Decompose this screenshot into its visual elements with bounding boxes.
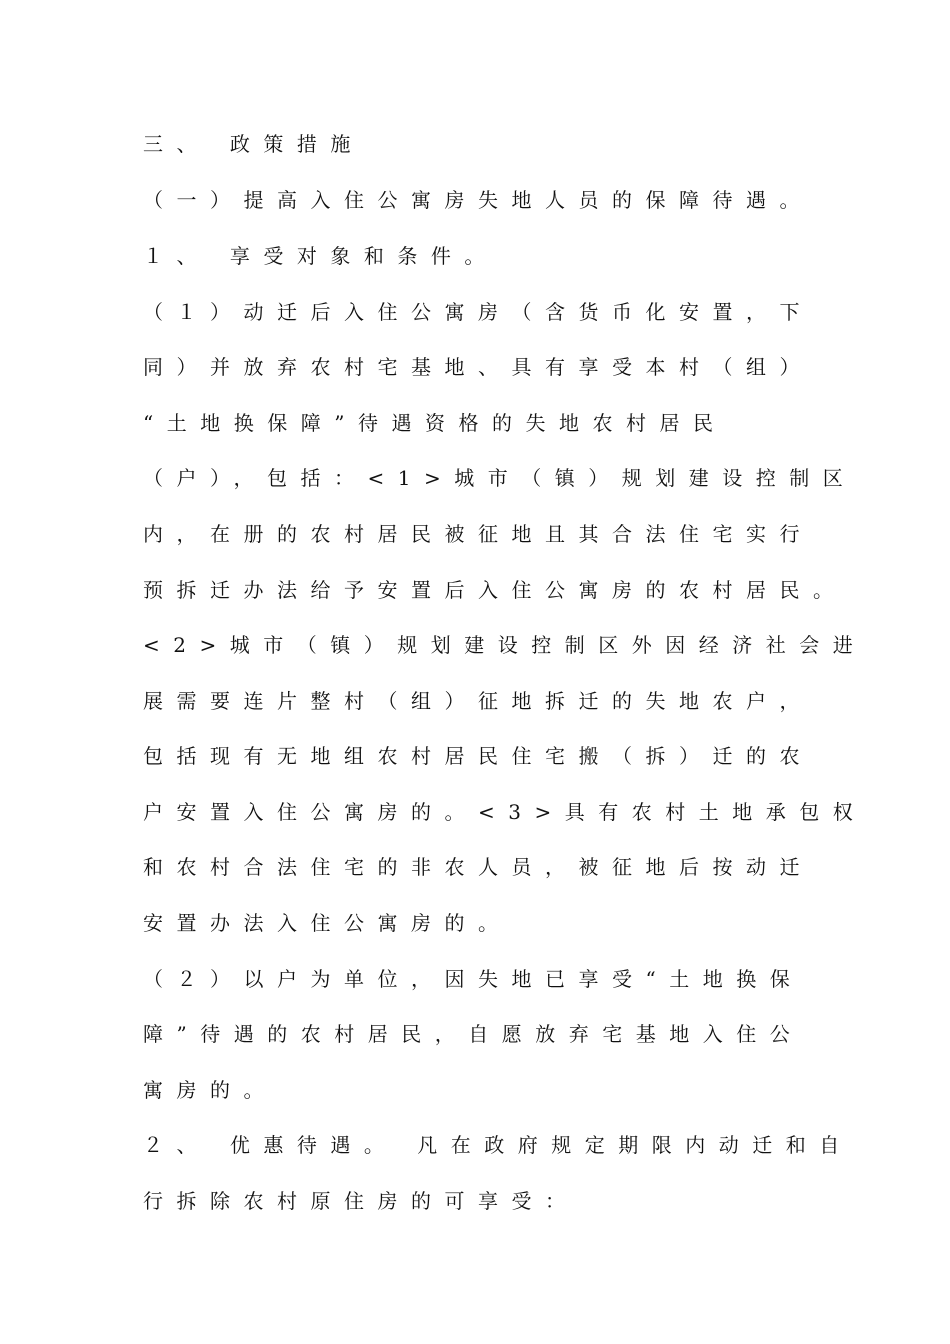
text-line: 展需要连片整村（组）征地拆迁的失地农户， <box>143 689 813 713</box>
text-line: （户），包括：<1>城市（镇）规划建设控制区 <box>143 466 857 490</box>
text-line: <2>城市（镇）规划建设控制区外因经济社会进 <box>143 633 867 657</box>
section-heading: 三、 政策措施 <box>143 132 364 156</box>
text-line: 包括现有无地组农村居民住宅搬（拆）迁的农 <box>143 744 813 768</box>
text-line: 障”待遇的农村居民，自愿放弃宅基地入住公 <box>143 1022 804 1046</box>
text-line: 行拆除农村原住房的可享受： <box>143 1189 579 1213</box>
text-line: （１）动迁后入住公寓房（含货币化安置，下 <box>143 300 813 324</box>
text-line: 户安置入住公寓房的。<3>具有农村土地承包权 <box>143 800 867 824</box>
text-line: 内，在册的农村居民被征地且其合法住宅实行 <box>143 522 813 546</box>
item-heading: １、 享受对象和条件。 <box>143 244 498 268</box>
subsection-heading: （一）提高入住公寓房失地人员的保障待遇。 <box>143 188 813 212</box>
text-line: 安置办法入住公寓房的。 <box>143 911 512 935</box>
text-line: （２）以户为单位，因失地已享受“土地换保 <box>143 967 804 991</box>
text-line: 预拆迁办法给予安置后入住公寓房的农村居民。 <box>143 578 847 602</box>
text-line: 和农村合法住宅的非农人员，被征地后按动迁 <box>143 855 813 879</box>
text-line: 同）并放弃农村宅基地、具有享受本村（组） <box>143 355 813 379</box>
text-line: 寓房的。 <box>143 1078 277 1102</box>
item-heading: ２、 优惠待遇。 凡在政府规定期限内动迁和自 <box>143 1133 853 1157</box>
text-line: “土地换保障”待遇资格的失地农村居民 <box>143 411 727 435</box>
